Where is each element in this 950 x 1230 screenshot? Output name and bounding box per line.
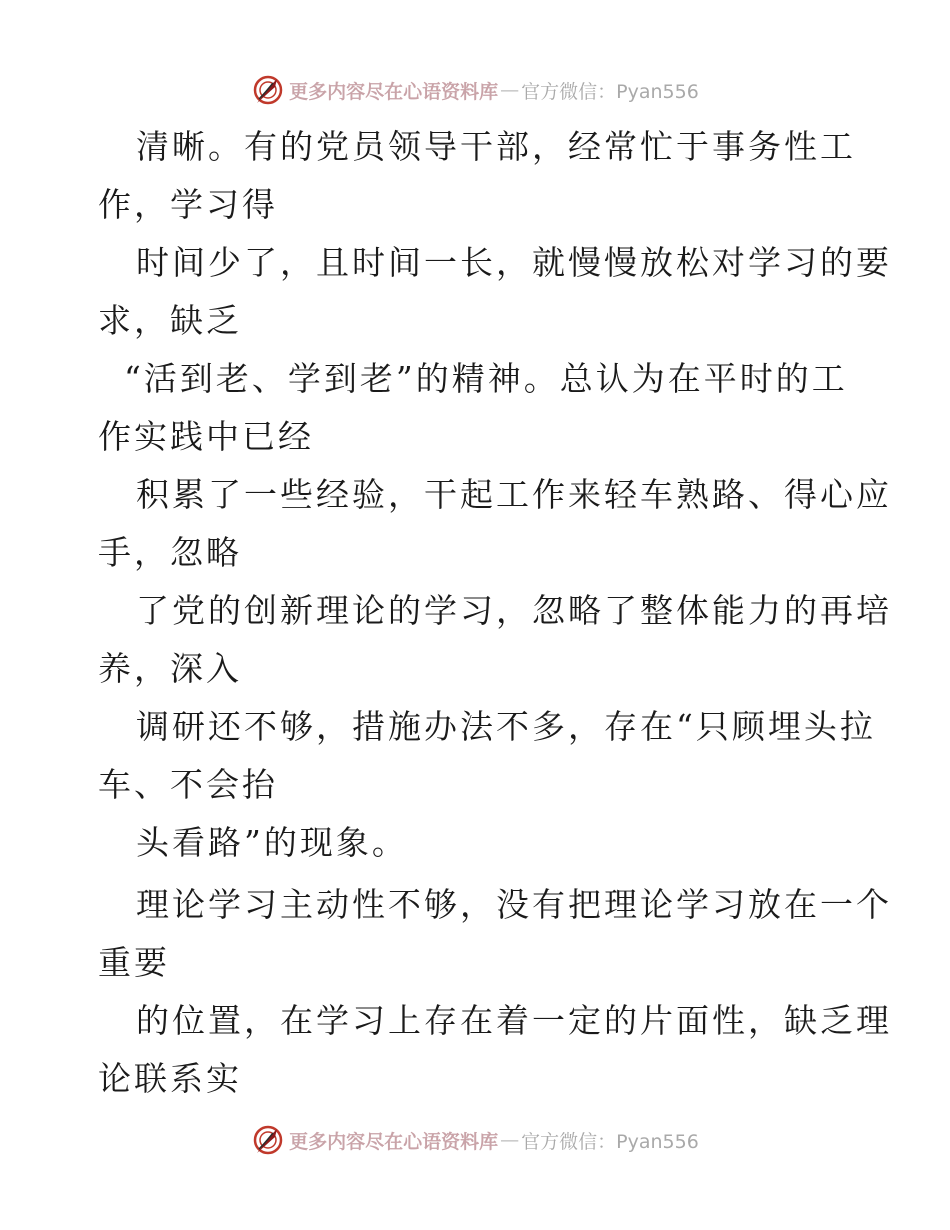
watermark-text: 更多内容尽在心语资料库 bbox=[289, 1130, 499, 1153]
text-line: 清晰。有的党员领导干部，经常忙于事务性工 bbox=[136, 127, 856, 166]
text-line: 论联系实 bbox=[98, 1059, 242, 1098]
watermark-separator: — bbox=[500, 1129, 520, 1151]
watermark-separator: — bbox=[500, 79, 520, 101]
text-line: 调研还不够，措施办法不多，存在“只顾埋头拉 bbox=[136, 707, 876, 746]
watermark-wechat: 官方微信：Pyan556 bbox=[521, 80, 699, 103]
text-line: 头看路”的现象。 bbox=[136, 823, 408, 862]
header-watermark bbox=[0, 70, 950, 110]
watermark-wechat: 官方微信：Pyan556 bbox=[521, 1130, 699, 1153]
text-line: 车、不会抬 bbox=[98, 765, 278, 804]
text-line: 的位置，在学习上存在着一定的片面性，缺乏理 bbox=[136, 1001, 892, 1040]
text-line: 理论学习主动性不够，没有把理论学习放在一个 bbox=[136, 885, 892, 924]
footer-watermark bbox=[0, 1120, 950, 1160]
text-line: 作实践中已经 bbox=[98, 417, 314, 456]
watermark-text: 更多内容尽在心语资料库 bbox=[289, 80, 499, 103]
text-line: 时间少了，且时间一长，就慢慢放松对学习的要 bbox=[136, 243, 892, 282]
quill-logo-icon bbox=[251, 73, 285, 107]
text-line: 手，忽略 bbox=[98, 533, 242, 572]
text-line: 重要 bbox=[98, 943, 170, 982]
text-line: 作，学习得 bbox=[98, 185, 278, 224]
text-line: 养，深入 bbox=[98, 649, 242, 688]
text-line: 求，缺乏 bbox=[98, 301, 242, 340]
text-line: 积累了一些经验，干起工作来轻车熟路、得心应 bbox=[136, 475, 892, 514]
text-line: “活到老、学到老”的精神。总认为在平时的工 bbox=[124, 359, 848, 398]
quill-logo-icon bbox=[251, 1123, 285, 1157]
text-line: 了党的创新理论的学习，忽略了整体能力的再培 bbox=[136, 591, 892, 630]
